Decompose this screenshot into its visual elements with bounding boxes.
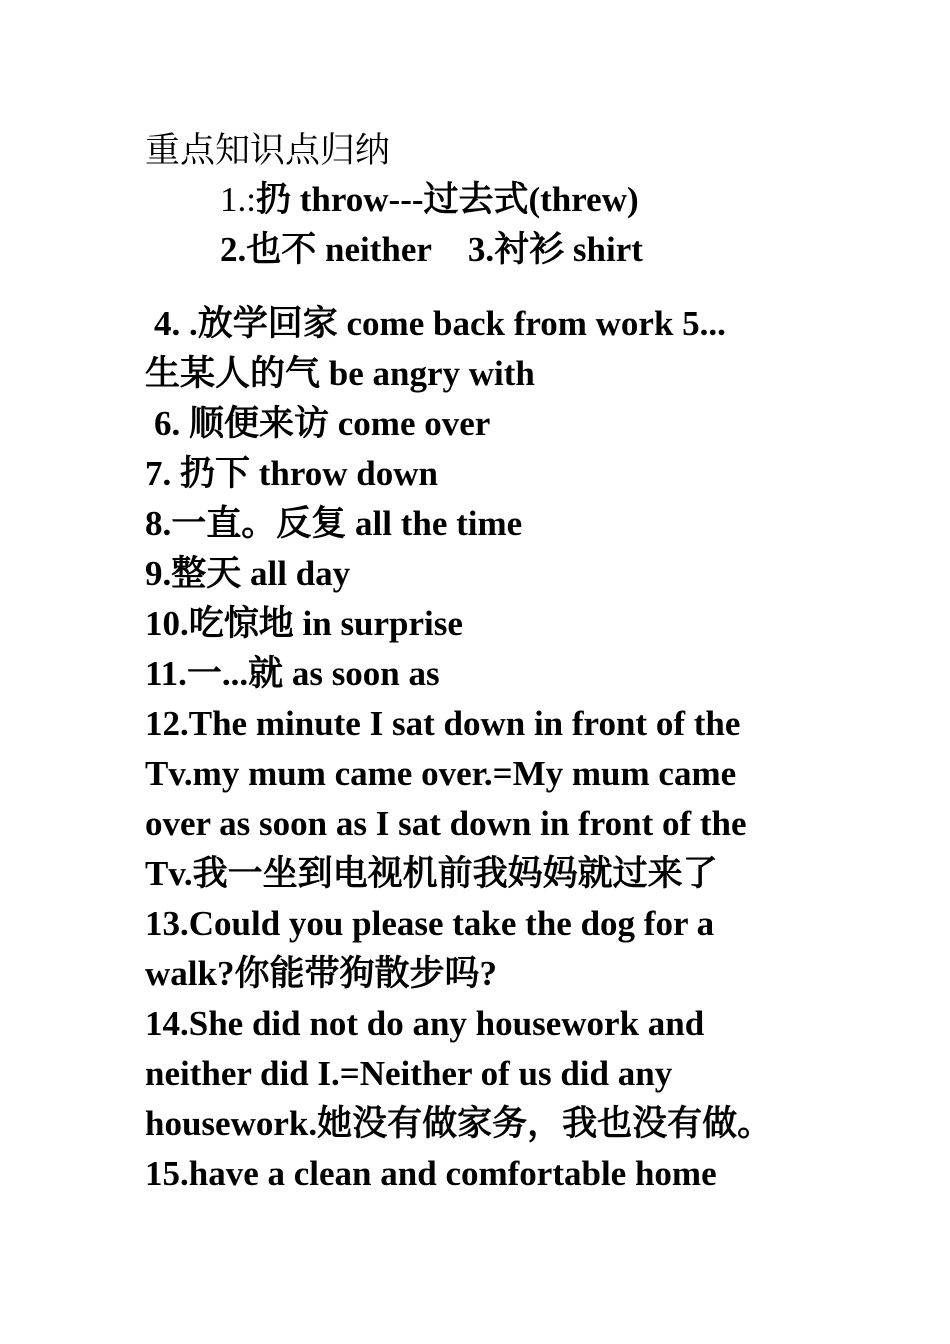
vocab-item-2: 2.也不 neither — [220, 230, 432, 269]
vocab-item-9: 9.整天 all day — [145, 554, 351, 593]
sentence-15: 15.have a clean and comfortable home — [145, 1154, 717, 1193]
vocab-item-6: 6. 顺便来访 come over — [154, 404, 491, 443]
vocab-line-2 — [220, 225, 643, 275]
sentence-12-line-4: Tv.我一坐到电视机前我妈妈就过来了 — [145, 854, 718, 893]
sentence-14-line-2: neither did I.=Neither of us did any — [145, 1054, 673, 1093]
vocab-item-5: 生某人的气 be angry with — [145, 354, 535, 393]
vocab-item-8: 8.一直。反复 all the time — [145, 504, 523, 543]
sentence-14-line-3: housework.她没有做家务，我也没有做。 — [145, 1104, 773, 1143]
vocab-item-3: 3.衬衫 shirt — [467, 230, 643, 269]
sentence-14-line-1: 14.She did not do any housework and — [145, 1004, 705, 1043]
sentence-12-line-3: over as soon as I sat down in front of the — [145, 804, 747, 843]
vocab-line-1 — [220, 175, 639, 225]
item-number: 1.: — [220, 180, 256, 219]
vocab-text: 扔 throw---过去式(threw) — [255, 180, 639, 219]
sentence-12-line-2: Tv.my mum came over.=My mum came — [145, 754, 737, 793]
vocab-item-4: 4. .放学回家 come back from work 5... — [154, 304, 726, 343]
vocab-item-7: 7. 扔下 throw down — [145, 454, 439, 493]
page-title: 重点知识点归纳 — [145, 131, 391, 170]
vocab-item-10: 10.吃惊地 in surprise — [145, 604, 463, 643]
vocab-item-11: 11.一...就 as soon as — [145, 654, 440, 693]
vocab-list — [145, 299, 817, 1199]
sentence-12-line-1: 12.The minute I sat down in front of the — [145, 704, 741, 743]
sentence-13-line-2: walk?你能带狗散步吗? — [145, 954, 497, 993]
sentence-13-line-1: 13.Could you please take the dog for a — [145, 904, 715, 943]
